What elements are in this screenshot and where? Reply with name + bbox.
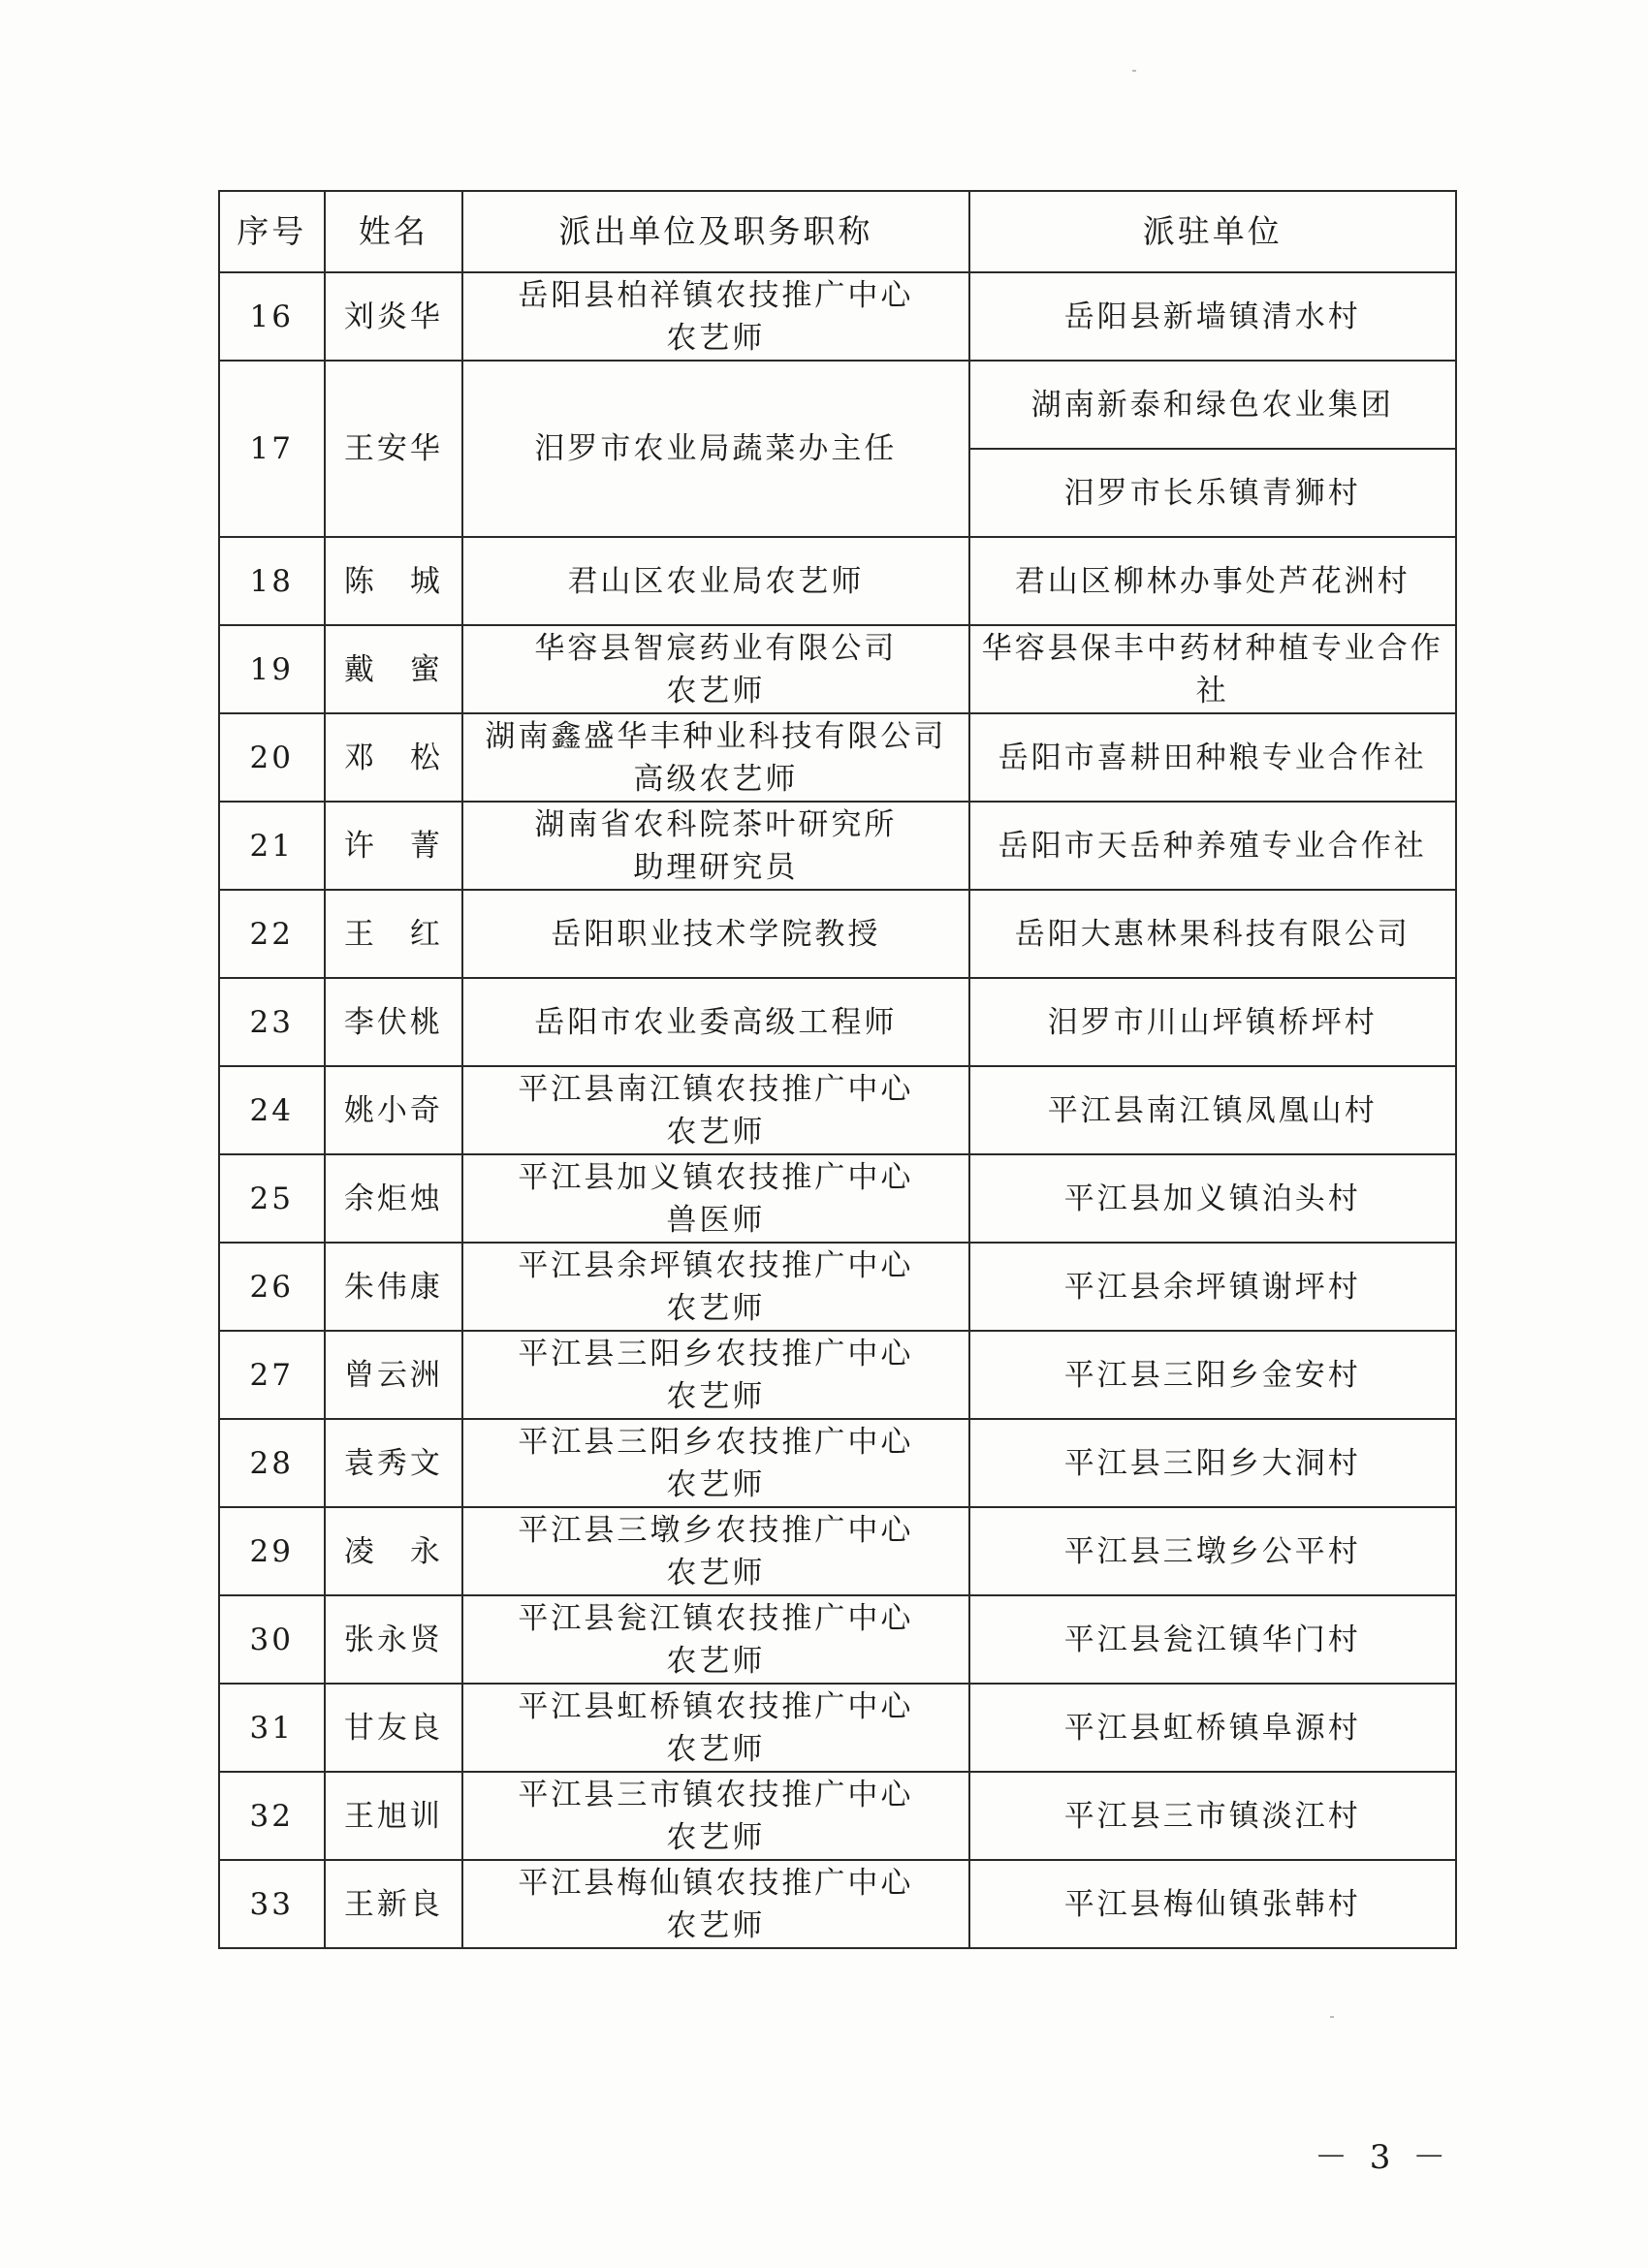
person-name: 余炬烛 xyxy=(325,1154,463,1243)
table-row xyxy=(219,1860,1456,1948)
posting-unit: 湖南新泰和绿色农业集团 xyxy=(969,361,1456,449)
posting-unit: 汨罗市川山坪镇桥坪村 xyxy=(969,978,1456,1066)
person-name: 王 红 xyxy=(325,890,463,978)
table-row xyxy=(219,361,1456,449)
row-number: 23 xyxy=(219,978,325,1066)
dispatch-unit-line: 君山区农业局农艺师 xyxy=(567,563,865,599)
table-row xyxy=(219,713,1456,802)
person-name: 朱伟康 xyxy=(325,1243,463,1331)
dispatch-unit xyxy=(462,625,968,713)
posting-unit: 平江县虹桥镇阜源村 xyxy=(969,1684,1456,1772)
header-site: 派驻单位 xyxy=(969,191,1456,272)
dispatch-unit-line: 农艺师 xyxy=(666,1819,766,1855)
posting-unit: 平江县三阳乡大洞村 xyxy=(969,1419,1456,1507)
dispatch-unit-line: 岳阳县柏祥镇农技推广中心 xyxy=(518,277,914,313)
dispatch-unit-line: 农艺师 xyxy=(666,320,766,356)
row-number: 33 xyxy=(219,1860,325,1948)
dispatch-unit-line: 平江县南江镇农技推广中心 xyxy=(518,1071,914,1107)
dispatch-unit-line: 平江县瓮江镇农技推广中心 xyxy=(518,1600,914,1636)
row-number: 20 xyxy=(219,713,325,802)
person-name: 刘炎华 xyxy=(325,272,463,361)
posting-unit: 华容县保丰中药材种植专业合作社 xyxy=(969,625,1456,713)
posting-unit: 平江县加义镇泊头村 xyxy=(969,1154,1456,1243)
posting-unit: 平江县瓮江镇华门村 xyxy=(969,1595,1456,1684)
table-row xyxy=(219,1066,1456,1154)
dispatch-unit xyxy=(462,1243,968,1331)
dispatch-unit xyxy=(462,1507,968,1595)
dispatch-unit xyxy=(462,1419,968,1507)
posting-unit: 君山区柳林办事处芦花洲村 xyxy=(969,537,1456,625)
dispatch-unit-line: 农艺师 xyxy=(666,673,766,709)
row-number: 22 xyxy=(219,890,325,978)
row-number: 17 xyxy=(219,361,325,537)
table-body xyxy=(219,272,1456,1948)
dispatch-unit-line: 平江县余坪镇农技推广中心 xyxy=(518,1247,914,1283)
dispatch-unit-line: 农艺师 xyxy=(666,1378,766,1414)
table-row xyxy=(219,1684,1456,1772)
person-name: 李伏桃 xyxy=(325,978,463,1066)
dispatch-unit xyxy=(462,272,968,361)
dispatch-unit-line: 湖南鑫盛华丰种业科技有限公司 xyxy=(485,718,947,754)
row-number: 26 xyxy=(219,1243,325,1331)
row-number: 32 xyxy=(219,1772,325,1860)
dispatch-unit xyxy=(462,1066,968,1154)
dispatch-unit-line: 平江县三市镇农技推广中心 xyxy=(518,1777,914,1812)
posting-unit: 平江县三阳乡金安村 xyxy=(969,1331,1456,1419)
dispatch-unit xyxy=(462,978,968,1066)
dispatch-unit-line: 华容县智宸药业有限公司 xyxy=(534,630,898,666)
dispatch-unit-line: 助理研究员 xyxy=(633,849,799,885)
person-name: 邓 松 xyxy=(325,713,463,802)
row-number: 24 xyxy=(219,1066,325,1154)
person-name: 王旭训 xyxy=(325,1772,463,1860)
row-number: 30 xyxy=(219,1595,325,1684)
row-number: 25 xyxy=(219,1154,325,1243)
posting-unit: 岳阳县新墙镇清水村 xyxy=(969,272,1456,361)
dispatch-unit-line: 农艺师 xyxy=(666,1907,766,1943)
row-number: 28 xyxy=(219,1419,325,1507)
person-name: 曾云洲 xyxy=(325,1331,463,1419)
table-row xyxy=(219,1772,1456,1860)
table-row xyxy=(219,802,1456,890)
posting-unit: 汨罗市长乐镇青狮村 xyxy=(969,449,1456,537)
table-header-row xyxy=(219,191,1456,272)
dispatch-unit xyxy=(462,1331,968,1419)
dispatch-unit-line: 平江县虹桥镇农技推广中心 xyxy=(518,1688,914,1724)
dispatch-unit xyxy=(462,1595,968,1684)
header-name: 姓名 xyxy=(325,191,463,272)
posting-unit: 平江县余坪镇谢坪村 xyxy=(969,1243,1456,1331)
table-row xyxy=(219,1243,1456,1331)
dispatch-unit xyxy=(462,1154,968,1243)
table-row xyxy=(219,890,1456,978)
header-no: 序号 xyxy=(219,191,325,272)
dispatch-unit-line: 农艺师 xyxy=(666,1466,766,1502)
posting-unit: 岳阳市天岳种养殖专业合作社 xyxy=(969,802,1456,890)
person-name: 陈 城 xyxy=(325,537,463,625)
row-number: 16 xyxy=(219,272,325,361)
dispatch-unit-line: 农艺师 xyxy=(666,1555,766,1591)
table-row xyxy=(219,978,1456,1066)
person-name: 袁秀文 xyxy=(325,1419,463,1507)
row-number: 19 xyxy=(219,625,325,713)
person-name: 许 菁 xyxy=(325,802,463,890)
dispatch-unit-line: 平江县梅仙镇农技推广中心 xyxy=(518,1865,914,1901)
posting-unit: 岳阳大惠林果科技有限公司 xyxy=(969,890,1456,978)
row-number: 18 xyxy=(219,537,325,625)
row-number: 29 xyxy=(219,1507,325,1595)
posting-unit: 平江县三市镇淡江村 xyxy=(969,1772,1456,1860)
table-row xyxy=(219,1419,1456,1507)
personnel-table xyxy=(218,190,1457,1949)
page-number: － 3 － xyxy=(1315,2138,1452,2177)
person-name: 王安华 xyxy=(325,361,463,537)
dispatch-unit xyxy=(462,802,968,890)
dispatch-unit-line: 兽医师 xyxy=(666,1202,766,1238)
dispatch-unit-line: 平江县加义镇农技推广中心 xyxy=(518,1159,914,1195)
dispatch-unit-line: 农艺师 xyxy=(666,1114,766,1150)
dispatch-unit xyxy=(462,1772,968,1860)
dispatch-unit-line: 平江县三阳乡农技推广中心 xyxy=(518,1336,914,1371)
posting-unit: 平江县南江镇凤凰山村 xyxy=(969,1066,1456,1154)
table-row xyxy=(219,1507,1456,1595)
dispatch-unit-line: 平江县三阳乡农技推广中心 xyxy=(518,1424,914,1460)
posting-unit: 平江县三墩乡公平村 xyxy=(969,1507,1456,1595)
person-name: 甘友良 xyxy=(325,1684,463,1772)
dispatch-unit xyxy=(462,537,968,625)
row-number: 27 xyxy=(219,1331,325,1419)
dispatch-unit xyxy=(462,1860,968,1948)
person-name: 戴 蜜 xyxy=(325,625,463,713)
row-number: 31 xyxy=(219,1684,325,1772)
dispatch-unit-line: 湖南省农科院茶叶研究所 xyxy=(534,806,898,842)
dispatch-unit-line: 高级农艺师 xyxy=(633,761,799,797)
dispatch-unit xyxy=(462,890,968,978)
posting-unit: 岳阳市喜耕田种粮专业合作社 xyxy=(969,713,1456,802)
dispatch-unit-line: 岳阳市农业委高级工程师 xyxy=(534,1004,898,1040)
table-row xyxy=(219,537,1456,625)
person-name: 张永贤 xyxy=(325,1595,463,1684)
dispatch-unit xyxy=(462,361,968,537)
dispatch-unit-line: 农艺师 xyxy=(666,1290,766,1326)
table-row xyxy=(219,1331,1456,1419)
table-row xyxy=(219,272,1456,361)
table-row xyxy=(219,1154,1456,1243)
dispatch-unit-line: 农艺师 xyxy=(666,1731,766,1767)
dispatch-unit xyxy=(462,1684,968,1772)
dispatch-unit xyxy=(462,713,968,802)
person-name: 姚小奇 xyxy=(325,1066,463,1154)
header-org: 派出单位及职务职称 xyxy=(462,191,968,272)
person-name: 凌 永 xyxy=(325,1507,463,1595)
table-row xyxy=(219,625,1456,713)
dispatch-unit-line: 汨罗市农业局蔬菜办主任 xyxy=(534,431,898,466)
person-name: 王新良 xyxy=(325,1860,463,1948)
posting-unit: 平江县梅仙镇张韩村 xyxy=(969,1860,1456,1948)
table-row xyxy=(219,1595,1456,1684)
dispatch-unit-line: 平江县三墩乡农技推广中心 xyxy=(518,1512,914,1548)
row-number: 21 xyxy=(219,802,325,890)
dispatch-unit-line: 农艺师 xyxy=(666,1643,766,1679)
dispatch-unit-line: 岳阳职业技术学院教授 xyxy=(551,916,881,952)
